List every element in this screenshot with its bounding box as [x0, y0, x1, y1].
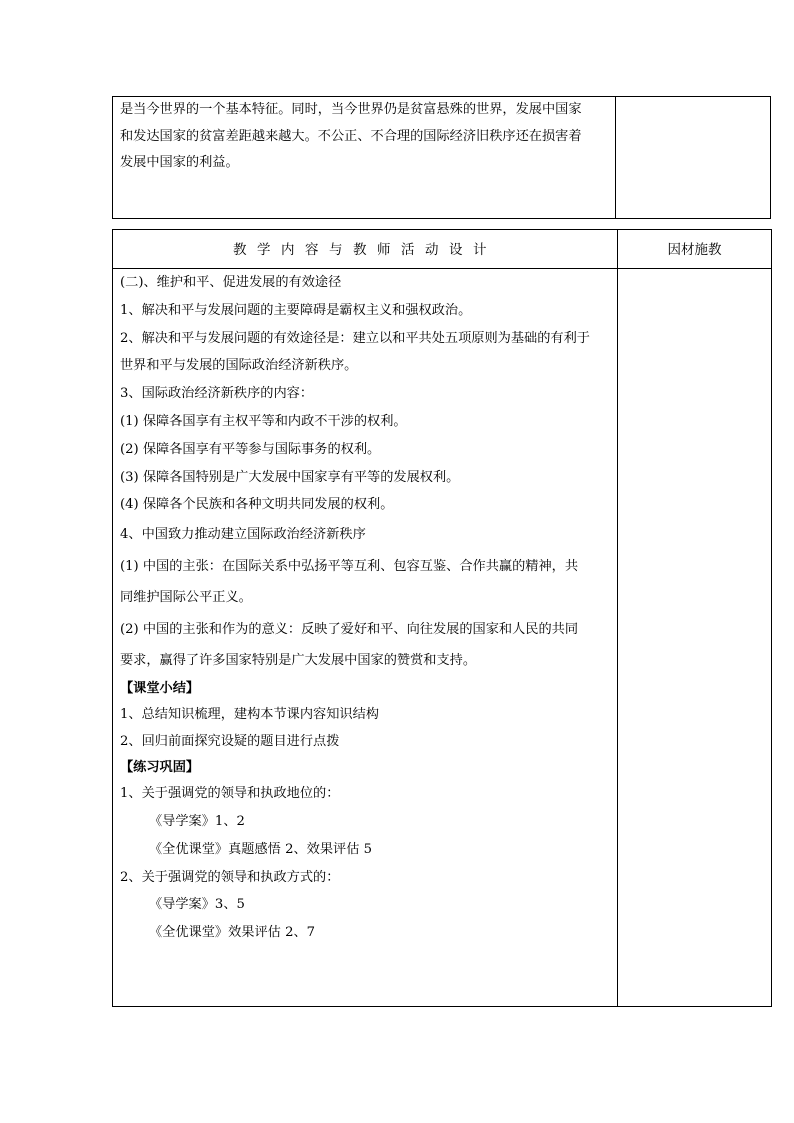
exercise-reference: 《全优课堂》效果评估 2、7 — [149, 925, 316, 941]
content-line: 2、回归前面探究设疑的题目进行点拨 — [120, 734, 340, 750]
main-table-column-divider — [617, 230, 618, 1006]
content-line: 2、关于强调党的领导和执政方式的： — [120, 869, 340, 885]
section-label-practice: 【练习巩固】 — [120, 760, 200, 776]
section-label-summary: 【课堂小结】 — [120, 680, 200, 696]
main-table — [112, 229, 772, 1007]
list-item: (1) 保障各国享有主权平等和内政不干涉的权利。 — [120, 413, 407, 429]
top-table — [112, 96, 771, 219]
list-item: (4) 保障各个民族和各种文明共同发展的权利。 — [120, 497, 394, 513]
paragraph-line: 是当今世界的一个基本特征。同时，当今世界仍是贫富悬殊的世界，发展中国家 — [120, 102, 582, 117]
content-line: 2、解决和平与发展问题的有效途径是：建立以和平共处五项原则为基础的有利于 — [120, 330, 590, 346]
content-line: 1、总结知识梳理，建构本节课内容知识结构 — [120, 706, 379, 722]
exercise-reference: 《全优课堂》真题感悟 2、效果评估 5 — [149, 841, 372, 857]
list-item: (3) 保障各国特别是广大发展中国家享有平等的发展权利。 — [120, 469, 460, 485]
paragraph-line: 发展中国家的利益。 — [120, 155, 239, 170]
content-line: 世界和平与发展的国际政治经济新秩序。 — [120, 358, 358, 374]
top-table-content-cell — [120, 97, 614, 177]
list-item: (2) 保障各国享有平等参与国际事务的权利。 — [120, 441, 381, 457]
exercise-reference: 《导学案》3、5 — [149, 897, 245, 913]
exercise-reference: 《导学案》1、2 — [149, 814, 245, 830]
header-teaching-content: 教学内容与教师活动设计 — [233, 242, 497, 258]
header-adaptive-teaching: 因材施教 — [667, 242, 722, 258]
section-heading: (二)、维护和平、促进发展的有效途径 — [120, 275, 342, 290]
content-line: 要求，赢得了许多国家特别是广大发展中国家的赞赏和支持。 — [120, 653, 477, 669]
list-item: (2) 中国的主张和作为的意义：反映了爱好和平、向往发展的国家和人民的共同 — [120, 621, 579, 637]
list-item: (1) 中国的主张：在国际关系中弘扬平等互利、包容互鉴、合作共赢的精神，共 — [120, 558, 579, 574]
content-line: 同维护国际公平正义。 — [120, 590, 252, 606]
top-table-column-divider — [615, 97, 616, 218]
content-line: 1、解决和平与发展问题的主要障碍是霸权主义和强权政治。 — [120, 302, 472, 318]
content-line: 4、中国致力推动建立国际政治经济新秩序 — [120, 527, 366, 543]
main-table-content-cell — [120, 269, 616, 947]
content-line: 3、国际政治经济新秩序的内容： — [120, 386, 314, 402]
paragraph-line: 和发达国家的贫富差距越来越大。不公正、不合理的国际经济旧秩序还在损害着 — [120, 128, 582, 144]
content-line: 1、关于强调党的领导和执政地位的： — [120, 786, 340, 802]
